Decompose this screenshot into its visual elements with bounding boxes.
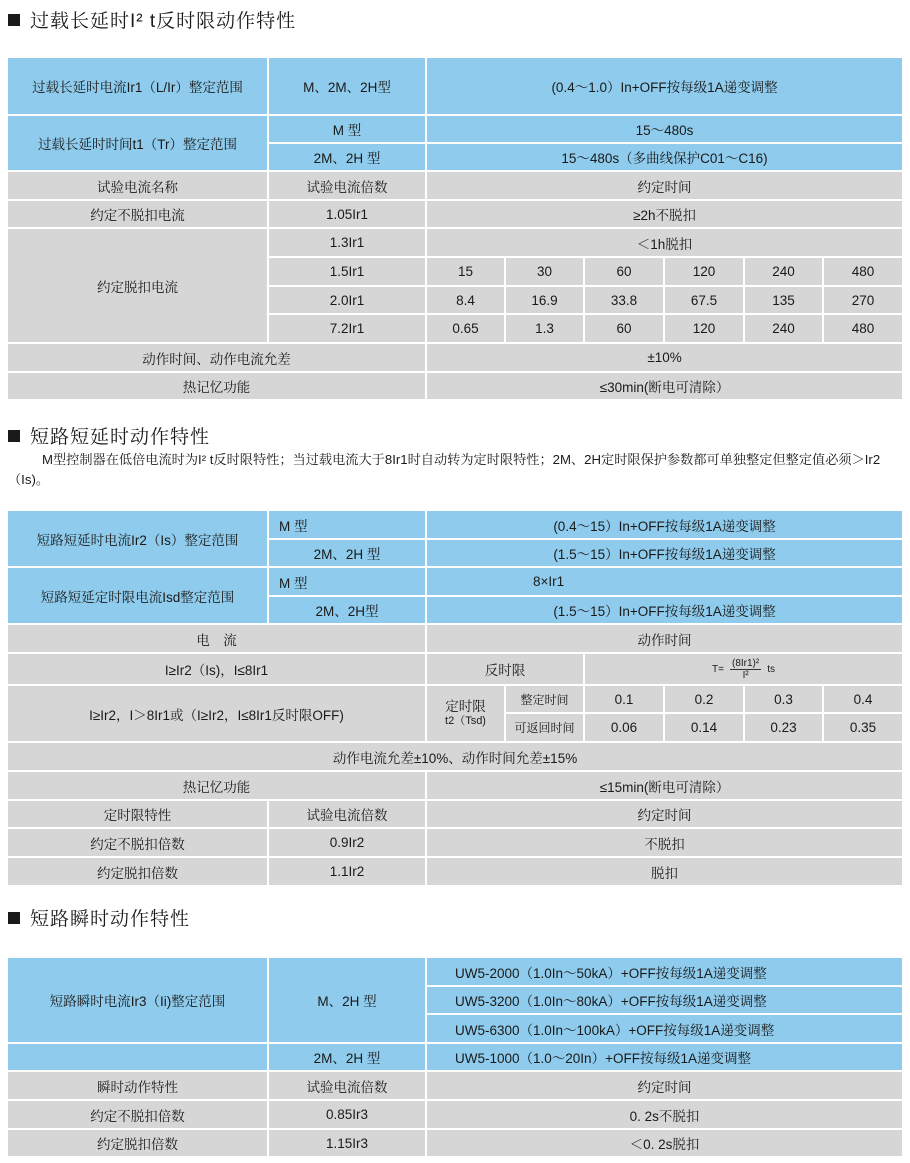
short-delay-m2h-value: (1.5～15）In+OFF按每级1A递变调整	[426, 539, 903, 567]
setting-current-value: (0.4～1.0）In+OFF按每级1A递变调整	[426, 57, 903, 115]
no-trip-value: 不脱扣	[426, 828, 903, 857]
trip-multiple: 1.3Ir1	[268, 228, 426, 257]
m-model: M 型	[268, 510, 426, 539]
trip-multiple: 1.1Ir2	[268, 857, 426, 886]
time-value: 120	[664, 257, 744, 286]
no-trip-multiple: 1.05Ir1	[268, 200, 426, 228]
thermal-memory-label: 热记忆功能	[7, 771, 426, 800]
instantaneous-value: UW5-3200（1.0In～80kA）+OFF按每级1A递变调整	[426, 986, 903, 1014]
m2h-model: 2M、2H 型	[268, 539, 426, 567]
setting-current-label: 过载长延时电流Ir1（L/Ir）整定范围	[7, 57, 268, 115]
m-time: 15～480s	[426, 115, 903, 143]
instantaneous-value: UW5-2000（1.0In～50kA）+OFF按每级1A递变调整	[426, 957, 903, 986]
trip-label: 约定脱扣倍数	[7, 1129, 268, 1157]
header-agreed-time: 约定时间	[426, 1071, 903, 1100]
m2h-model: 2M、2H 型	[268, 143, 426, 171]
inverse-time-label: 反时限	[426, 653, 584, 685]
thermal-memory-value: ≤30min(断电可清除）	[426, 372, 903, 400]
time-value: 15	[426, 257, 505, 286]
set-time-value: 0.4	[823, 685, 903, 713]
section-2-note: M型控制器在低倍电流时为I² t反时限特性；当过载电流大于8Ir1时自动转为定时限特性；2M、2H定时限保护参数都可单独整定但整定值必须＞Ir2（Is)。	[8, 452, 881, 487]
square-bullet-icon	[8, 430, 20, 442]
section-3-title-text: 短路瞬时动作特性	[30, 909, 191, 930]
no-trip-value: 0. 2s不脱扣	[426, 1100, 903, 1129]
no-trip-multiple: 0.9Ir2	[268, 828, 426, 857]
time-value: 16.9	[505, 286, 584, 314]
overload-long-delay-table	[6, 56, 904, 401]
m-model: M 型	[268, 115, 426, 143]
instantaneous-label: 短路瞬时电流Ir3（Ii)整定范围	[7, 957, 268, 1043]
square-bullet-icon	[8, 14, 20, 26]
trip-multiple: 7.2Ir1	[268, 314, 426, 343]
tolerance-value: 动作电流允差±10%、动作时间允差±15%	[7, 742, 903, 771]
header-agreed-time: 约定时间	[426, 800, 903, 828]
header-agreed-time: 约定时间	[426, 171, 903, 200]
definite-time-label: 短路短延定时限电流Isd整定范围	[7, 567, 268, 624]
tolerance-value: ±10%	[426, 343, 903, 372]
trip-multiple: 1.15Ir3	[268, 1129, 426, 1157]
return-time-label: 可返回时间	[505, 713, 584, 742]
m2h-model: M、2H 型	[268, 957, 426, 1043]
trip-value: ＜0. 2s脱扣	[426, 1129, 903, 1157]
trip-multiple: 2.0Ir1	[268, 286, 426, 314]
time-value: 33.8	[584, 286, 664, 314]
formula-ts: ts	[767, 663, 776, 675]
formula-numerator: (8Ir1)²	[732, 657, 760, 669]
section-2-title	[8, 422, 210, 449]
square-bullet-icon	[8, 912, 20, 924]
trip-time: ＜1h脱扣	[426, 228, 903, 257]
setting-current-models: M、2M、2H型	[268, 57, 426, 115]
instantaneous-table	[6, 956, 904, 1158]
definite-time-label: 定时限	[445, 698, 486, 714]
time-value: 480	[823, 257, 903, 286]
section-1-title	[8, 6, 296, 33]
instantaneous-value: UW5-1000（1.0～20In）+OFF按每级1A递变调整	[426, 1043, 903, 1071]
inverse-time-formula	[584, 653, 903, 685]
return-time-value: 0.23	[744, 713, 823, 742]
header-test-multiple: 试验电流倍数	[268, 800, 426, 828]
time-value: 0.65	[426, 314, 505, 343]
formula-denominator: I²	[742, 669, 749, 681]
time-value: 480	[823, 314, 903, 343]
inverse-time-condition: I≥Ir2（Is)，I≤8Ir1	[7, 653, 426, 685]
short-delay-table	[6, 509, 904, 887]
set-time-label: 整定时间	[505, 685, 584, 713]
definite-time-m-value: 8×Ir1	[426, 567, 903, 596]
time-value: 30	[505, 257, 584, 286]
time-value: 120	[664, 314, 744, 343]
time-value: 240	[744, 257, 823, 286]
no-trip-time: ≥2h不脱扣	[426, 200, 903, 228]
header-action-time: 动作时间	[426, 624, 903, 653]
trip-label: 约定脱扣倍数	[7, 857, 268, 886]
return-time-value: 0.35	[823, 713, 903, 742]
no-trip-label: 约定不脱扣倍数	[7, 828, 268, 857]
trip-value: 脱扣	[426, 857, 903, 886]
m2h-time: 15～480s（多曲线保护C01～C16)	[426, 143, 903, 171]
m2h-model: 2M、2H型	[268, 596, 426, 624]
return-time-value: 0.14	[664, 713, 744, 742]
time-value: 1.3	[505, 314, 584, 343]
m-model: M 型	[268, 567, 426, 596]
section-2-title-text: 短路短延时动作特性	[30, 427, 211, 448]
header-test-multiple: 试验电流倍数	[268, 171, 426, 200]
short-delay-m-value: (0.4～15）In+OFF按每级1A递变调整	[426, 510, 903, 539]
setting-time-label: 过载长延时时间t1（Tr）整定范围	[7, 115, 268, 171]
short-delay-label: 短路短延时电流Ir2（Is）整定范围	[7, 510, 268, 567]
time-value: 60	[584, 314, 664, 343]
definite-time-sub: t2（Tsd)	[445, 714, 486, 727]
m2h2-model: 2M、2H 型	[268, 1043, 426, 1071]
header-test-multiple: 试验电流倍数	[268, 1071, 426, 1100]
definite-char-label: 定时限特性	[7, 800, 268, 828]
row-spacer	[7, 1043, 268, 1071]
section-1-title-text: 过载长延时I² t反时限动作特性	[30, 11, 297, 32]
no-trip-multiple: 0.85Ir3	[268, 1100, 426, 1129]
tolerance-label: 动作时间、动作电流允差	[7, 343, 426, 372]
return-time-value: 0.06	[584, 713, 664, 742]
formula-t: T=	[712, 663, 724, 675]
no-trip-label: 约定不脱扣倍数	[7, 1100, 268, 1129]
header-instant-char: 瞬时动作特性	[7, 1071, 268, 1100]
header-current: 电 流	[7, 624, 426, 653]
time-value: 240	[744, 314, 823, 343]
set-time-value: 0.2	[664, 685, 744, 713]
header-test-current-name: 试验电流名称	[7, 171, 268, 200]
trip-multiple: 1.5Ir1	[268, 257, 426, 286]
instantaneous-value: UW5-6300（1.0In～100kA）+OFF按每级1A递变调整	[426, 1014, 903, 1043]
time-value: 60	[584, 257, 664, 286]
time-value: 270	[823, 286, 903, 314]
definite-time-cell	[426, 685, 505, 742]
thermal-memory-value: ≤15min(断电可清除）	[426, 771, 903, 800]
time-value: 8.4	[426, 286, 505, 314]
no-trip-label: 约定不脱扣电流	[7, 200, 268, 228]
definite-time-condition: I≥Ir2，I＞8Ir1或（I≥Ir2，I≤8Ir1反时限OFF)	[7, 685, 426, 742]
time-value: 135	[744, 286, 823, 314]
set-time-value: 0.3	[744, 685, 823, 713]
trip-label: 约定脱扣电流	[7, 228, 268, 343]
section-3-title	[8, 904, 190, 931]
time-value: 67.5	[664, 286, 744, 314]
definite-time-m2h-value: (1.5～15）In+OFF按每级1A递变调整	[426, 596, 903, 624]
set-time-value: 0.1	[584, 685, 664, 713]
thermal-memory-label: 热记忆功能	[7, 372, 426, 400]
